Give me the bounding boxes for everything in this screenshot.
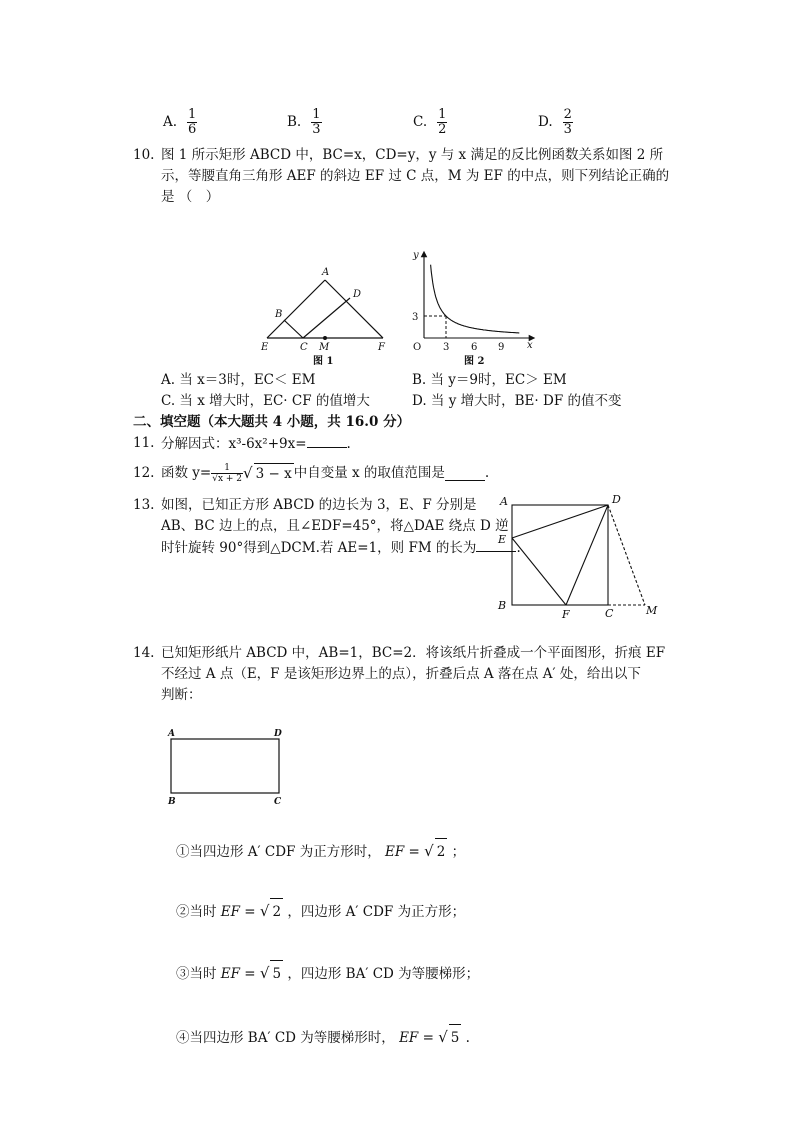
- point-d-label: D: [612, 493, 621, 506]
- q14-text-line1: 已知矩形纸片 ABCD 中，AB=1，BC=2．将该纸片折叠成一个平面图形，折痕 EF: [161, 645, 666, 661]
- j1-expr: EF =: [385, 844, 420, 860]
- numerator: 1: [438, 106, 447, 122]
- q13-text-line3: [161, 537, 521, 558]
- q13-line3-text: 时针旋转 90°得到△DCM.若 AE=1，则 FM 的长为: [161, 540, 477, 556]
- point-b-label: B: [275, 309, 283, 320]
- q10-option-d: D. 当 y 增大时，BE· DF 的值不变: [412, 393, 622, 409]
- fraction: [187, 108, 197, 137]
- origin-label: O: [413, 342, 422, 353]
- q12-radicand: 3 − x: [254, 463, 294, 484]
- point-c-label: C: [605, 607, 614, 620]
- point-a-label: A: [168, 729, 175, 739]
- line-ef: [512, 538, 566, 605]
- j1-radicand: 2: [435, 838, 448, 865]
- q10-option-b: B. 当 y＝9时，EC＞ EM: [412, 372, 567, 388]
- option-label: D.: [538, 114, 553, 130]
- q14-judgment-4: [176, 1024, 470, 1051]
- point-e-label: E: [261, 342, 269, 353]
- point-m-label: M: [319, 342, 330, 353]
- q13-end: .: [516, 540, 521, 556]
- q12-text: [161, 457, 489, 489]
- point-f-label: F: [562, 608, 570, 620]
- option-label: B.: [287, 114, 302, 130]
- q10-number: 10.: [133, 147, 155, 163]
- point-f-label: F: [378, 342, 385, 353]
- q10-figure-1: [255, 262, 395, 370]
- fraction: [437, 108, 447, 137]
- q11-text: [161, 433, 351, 454]
- point-c-label: C: [300, 342, 308, 353]
- j2-expr: EF =: [220, 904, 256, 920]
- sqrt-sign: √: [259, 964, 270, 982]
- numerator: 1: [188, 106, 197, 122]
- line-bc: [284, 320, 303, 338]
- j1-end: ；: [451, 844, 466, 860]
- q10-text-line3: 是 （ ）: [161, 189, 220, 205]
- j2-text-after: ，四边形 A′ CDF 为正方形；: [287, 904, 466, 920]
- sqrt-sign: √: [243, 464, 253, 482]
- figure-2-caption: 图 2: [464, 356, 485, 367]
- point-c-label: C: [274, 797, 282, 807]
- q10-figure-2: [404, 242, 539, 370]
- denominator: 3: [563, 121, 572, 137]
- x-tick-9: 9: [498, 342, 505, 353]
- line-fd: [566, 505, 608, 605]
- fraction: [311, 108, 321, 137]
- denominator: 3: [312, 121, 321, 137]
- q11-number: 11.: [133, 435, 155, 451]
- q14-text-line2: 不经过 A 点（E，F 是该矩形边界上的点），折叠后点 A 落在点 A′ 处，给出以下: [161, 666, 641, 682]
- denominator: √x + 2: [212, 473, 243, 484]
- q10-text-line2: 示，等腰直角三角形 AEF 的斜边 EF 过 C 点，M 为 EF 的中点，则下列结论正确的: [161, 168, 670, 184]
- q14-rectangle-figure: [160, 722, 290, 810]
- rectangle-abcd: [171, 739, 279, 793]
- q14-text-line3: 判断：: [161, 687, 202, 703]
- point-a-label: A: [500, 495, 508, 508]
- q13-number: 13.: [133, 497, 155, 513]
- point-m: [323, 336, 327, 340]
- q12-suffix: 中自变量 x 的取值范围是: [293, 465, 445, 481]
- x-tick-6: 6: [471, 342, 478, 353]
- denominator: 6: [188, 121, 197, 137]
- sqrt-sign: √: [259, 902, 270, 920]
- line-ed: [512, 505, 608, 538]
- q12-fraction: [211, 463, 243, 484]
- point-m-label: M: [646, 604, 658, 617]
- j3-text-before: ③当时: [176, 966, 217, 982]
- section-2-title: 二、填空题（本大题共 4 小题，共 16.0 分）: [133, 414, 411, 430]
- q10-text-line1: 图 1 所示矩形 ABCD 中，BC=x，CD=y，y 与 x 满足的反比例函数关系如图 2 所: [161, 147, 664, 163]
- j4-text: ④当四边形 BA′ CD 为等腰梯形时，: [176, 1030, 395, 1046]
- q11-end: .: [346, 436, 351, 452]
- j2-radicand: 2: [270, 898, 283, 925]
- j4-end: .: [465, 1030, 470, 1046]
- q14-judgment-2: [176, 898, 465, 925]
- q9-option-d: [538, 102, 573, 142]
- fraction: [563, 108, 573, 137]
- q9-option-c: [413, 102, 447, 142]
- point-d-label: D: [353, 289, 362, 300]
- line-cd: [303, 298, 350, 338]
- sqrt-sign: √: [438, 1028, 448, 1046]
- q9-option-a: [163, 102, 197, 142]
- j4-expr: EF =: [399, 1030, 434, 1046]
- q12-prefix: 函数 y=: [161, 465, 212, 481]
- j1-text: ①当四边形 A′ CDF 为正方形时，: [176, 844, 381, 860]
- point-b-label: B: [498, 599, 507, 612]
- j3-expr: EF =: [220, 966, 256, 982]
- x-axis-label: x: [527, 340, 533, 351]
- numerator: 1: [312, 106, 321, 122]
- q13-text-line2: AB、BC 边上的点，且∠EDF=45°，将△DAE 绕点 D 逆: [161, 518, 509, 534]
- sqrt-sign: √: [424, 842, 434, 860]
- point-b-label: B: [168, 797, 176, 807]
- y-axis-label: y: [413, 250, 419, 261]
- q13-text-line1: 如图，已知正方形 ABCD 的边长为 3，E、F 分别是: [161, 497, 477, 513]
- q13-figure: [495, 488, 665, 620]
- j2-text-before: ②当时: [176, 904, 217, 920]
- figure-1-caption: 图 1: [313, 356, 334, 367]
- j3-radicand: 5: [270, 960, 283, 987]
- answer-blank: [307, 433, 347, 448]
- point-d-label: D: [274, 729, 282, 739]
- q9-option-b: [287, 102, 322, 142]
- answer-blank: [445, 466, 485, 481]
- denominator: 2: [438, 121, 447, 137]
- x-tick-3: 3: [443, 342, 450, 353]
- j4-radicand: 5: [449, 1024, 462, 1051]
- point-a-label: A: [322, 267, 330, 278]
- line-dm: [608, 505, 645, 605]
- q14-judgment-1: [176, 838, 465, 865]
- option-label: C.: [413, 114, 428, 130]
- q14-number: 14.: [133, 645, 155, 661]
- hyperbola-curve: [431, 265, 520, 333]
- option-label: A.: [163, 114, 178, 130]
- point-e-label: E: [498, 533, 507, 546]
- q14-judgment-3: [176, 960, 479, 987]
- y-tick-3: 3: [412, 312, 419, 323]
- q12-end: .: [484, 465, 490, 481]
- q12-number: 12.: [133, 465, 155, 481]
- numerator: 2: [563, 106, 572, 122]
- numerator: 1: [211, 463, 243, 474]
- q10-option-a: A. 当 x＝3时，EC＜ EM: [161, 372, 316, 388]
- j3-text-after: ，四边形 BA′ CD 为等腰梯形；: [287, 966, 480, 982]
- q11-prompt: 分解因式：x³-6x²+9x=: [161, 436, 307, 452]
- q10-option-c: C. 当 x 增大时，EC· CF 的值增大: [161, 393, 370, 409]
